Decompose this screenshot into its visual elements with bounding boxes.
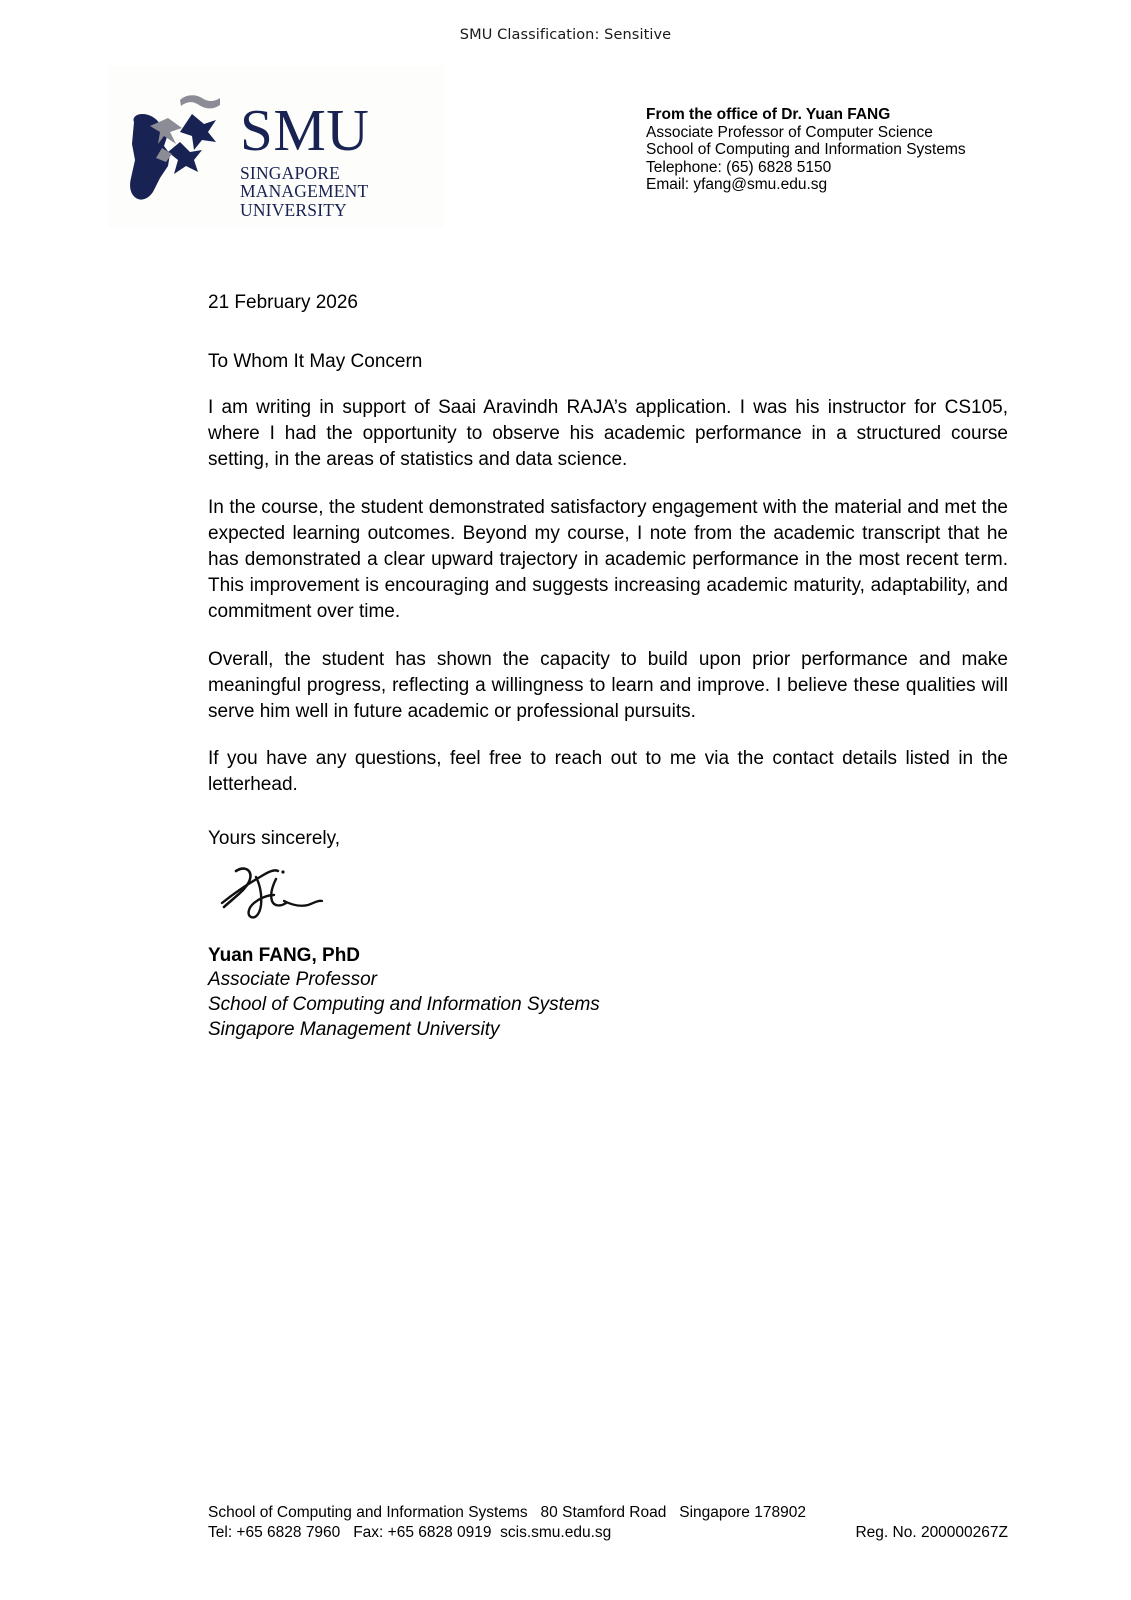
smu-logo	[124, 84, 444, 220]
handwritten-signature-icon	[216, 855, 346, 925]
letter-paragraph-1: I am writing in support of Saai Aravindh RAJA’s application. I was his instructor for CS105, where I had the opportunity to observe his academic performance in a structured course setting, in the areas of statistics and data science.	[208, 397, 1008, 471]
footer-address: School of Computing and Information Systems 80 Stamford Road Singapore 178902	[208, 1504, 806, 1521]
smu-wordmark-sub	[240, 164, 444, 221]
signer-title: Associate Professor	[208, 969, 377, 991]
letter-date: 21 February 2026	[208, 292, 358, 313]
signer-school: School of Computing and Information Systems	[208, 994, 600, 1016]
letter-paragraph-3: Overall, the student has shown the capacity to build upon prior performance and make meaningful progress, reflecting a willingness to learn and improve. I believe these qualities will serve him well in future academic or professional pursuits.	[208, 648, 1008, 723]
letter-paragraph-2: In the course, the student demonstrated satisfactory engagement with the material and met the expected learning outcomes. Beyond my course, I note from the academic transcript that he has demonstrated a clear upward trajectory in academic performance in the most recent term. This improvement is encouraging and suggests increasing academic maturity, adaptability, and commitment over time.	[208, 496, 1008, 623]
smu-wordmark-main: SMU	[240, 97, 370, 163]
smu-wordmark-sub-line1: SINGAPORE MANAGEMENT	[240, 162, 369, 202]
letter-salutation: To Whom It May Concern	[208, 351, 423, 372]
signature-details	[208, 944, 1008, 1043]
signer-name: Yuan FANG, PhD	[208, 944, 361, 966]
sender-position: Associate Professor of Computer Science	[646, 123, 933, 141]
footer-registration-number: Reg. No. 200000267Z	[855, 1524, 1008, 1541]
sender-telephone: Telephone: (65) 6828 5150	[646, 158, 832, 176]
letter-paragraph-4: If you have any questions, feel free to reach out to me via the contact details listed in the letterhead.	[208, 748, 1008, 796]
letter-body	[208, 290, 1008, 1043]
classification-banner: SMU Classification: Sensitive	[459, 27, 672, 43]
page-footer	[208, 1503, 1008, 1543]
letter-closing: Yours sincerely,	[208, 827, 341, 849]
sender-office-line: From the office of Dr. Yuan FANG	[646, 106, 891, 123]
smu-emblem-icon	[124, 94, 234, 206]
sender-contact-block	[646, 106, 966, 194]
footer-contact: Tel: +65 6828 7960 Fax: +65 6828 0919 scis.smu.edu.sg	[208, 1524, 612, 1541]
letterhead-logo-block	[108, 66, 444, 228]
sender-email: Email: yfang@smu.edu.sg	[646, 176, 828, 194]
footer-contact-row	[208, 1523, 1008, 1543]
sender-school: School of Computing and Information Systems	[646, 141, 966, 159]
signer-university: Singapore Management University	[208, 1019, 500, 1041]
smu-wordmark-sub-line2: UNIVERSITY	[240, 200, 347, 221]
smu-wordmark	[240, 97, 444, 221]
